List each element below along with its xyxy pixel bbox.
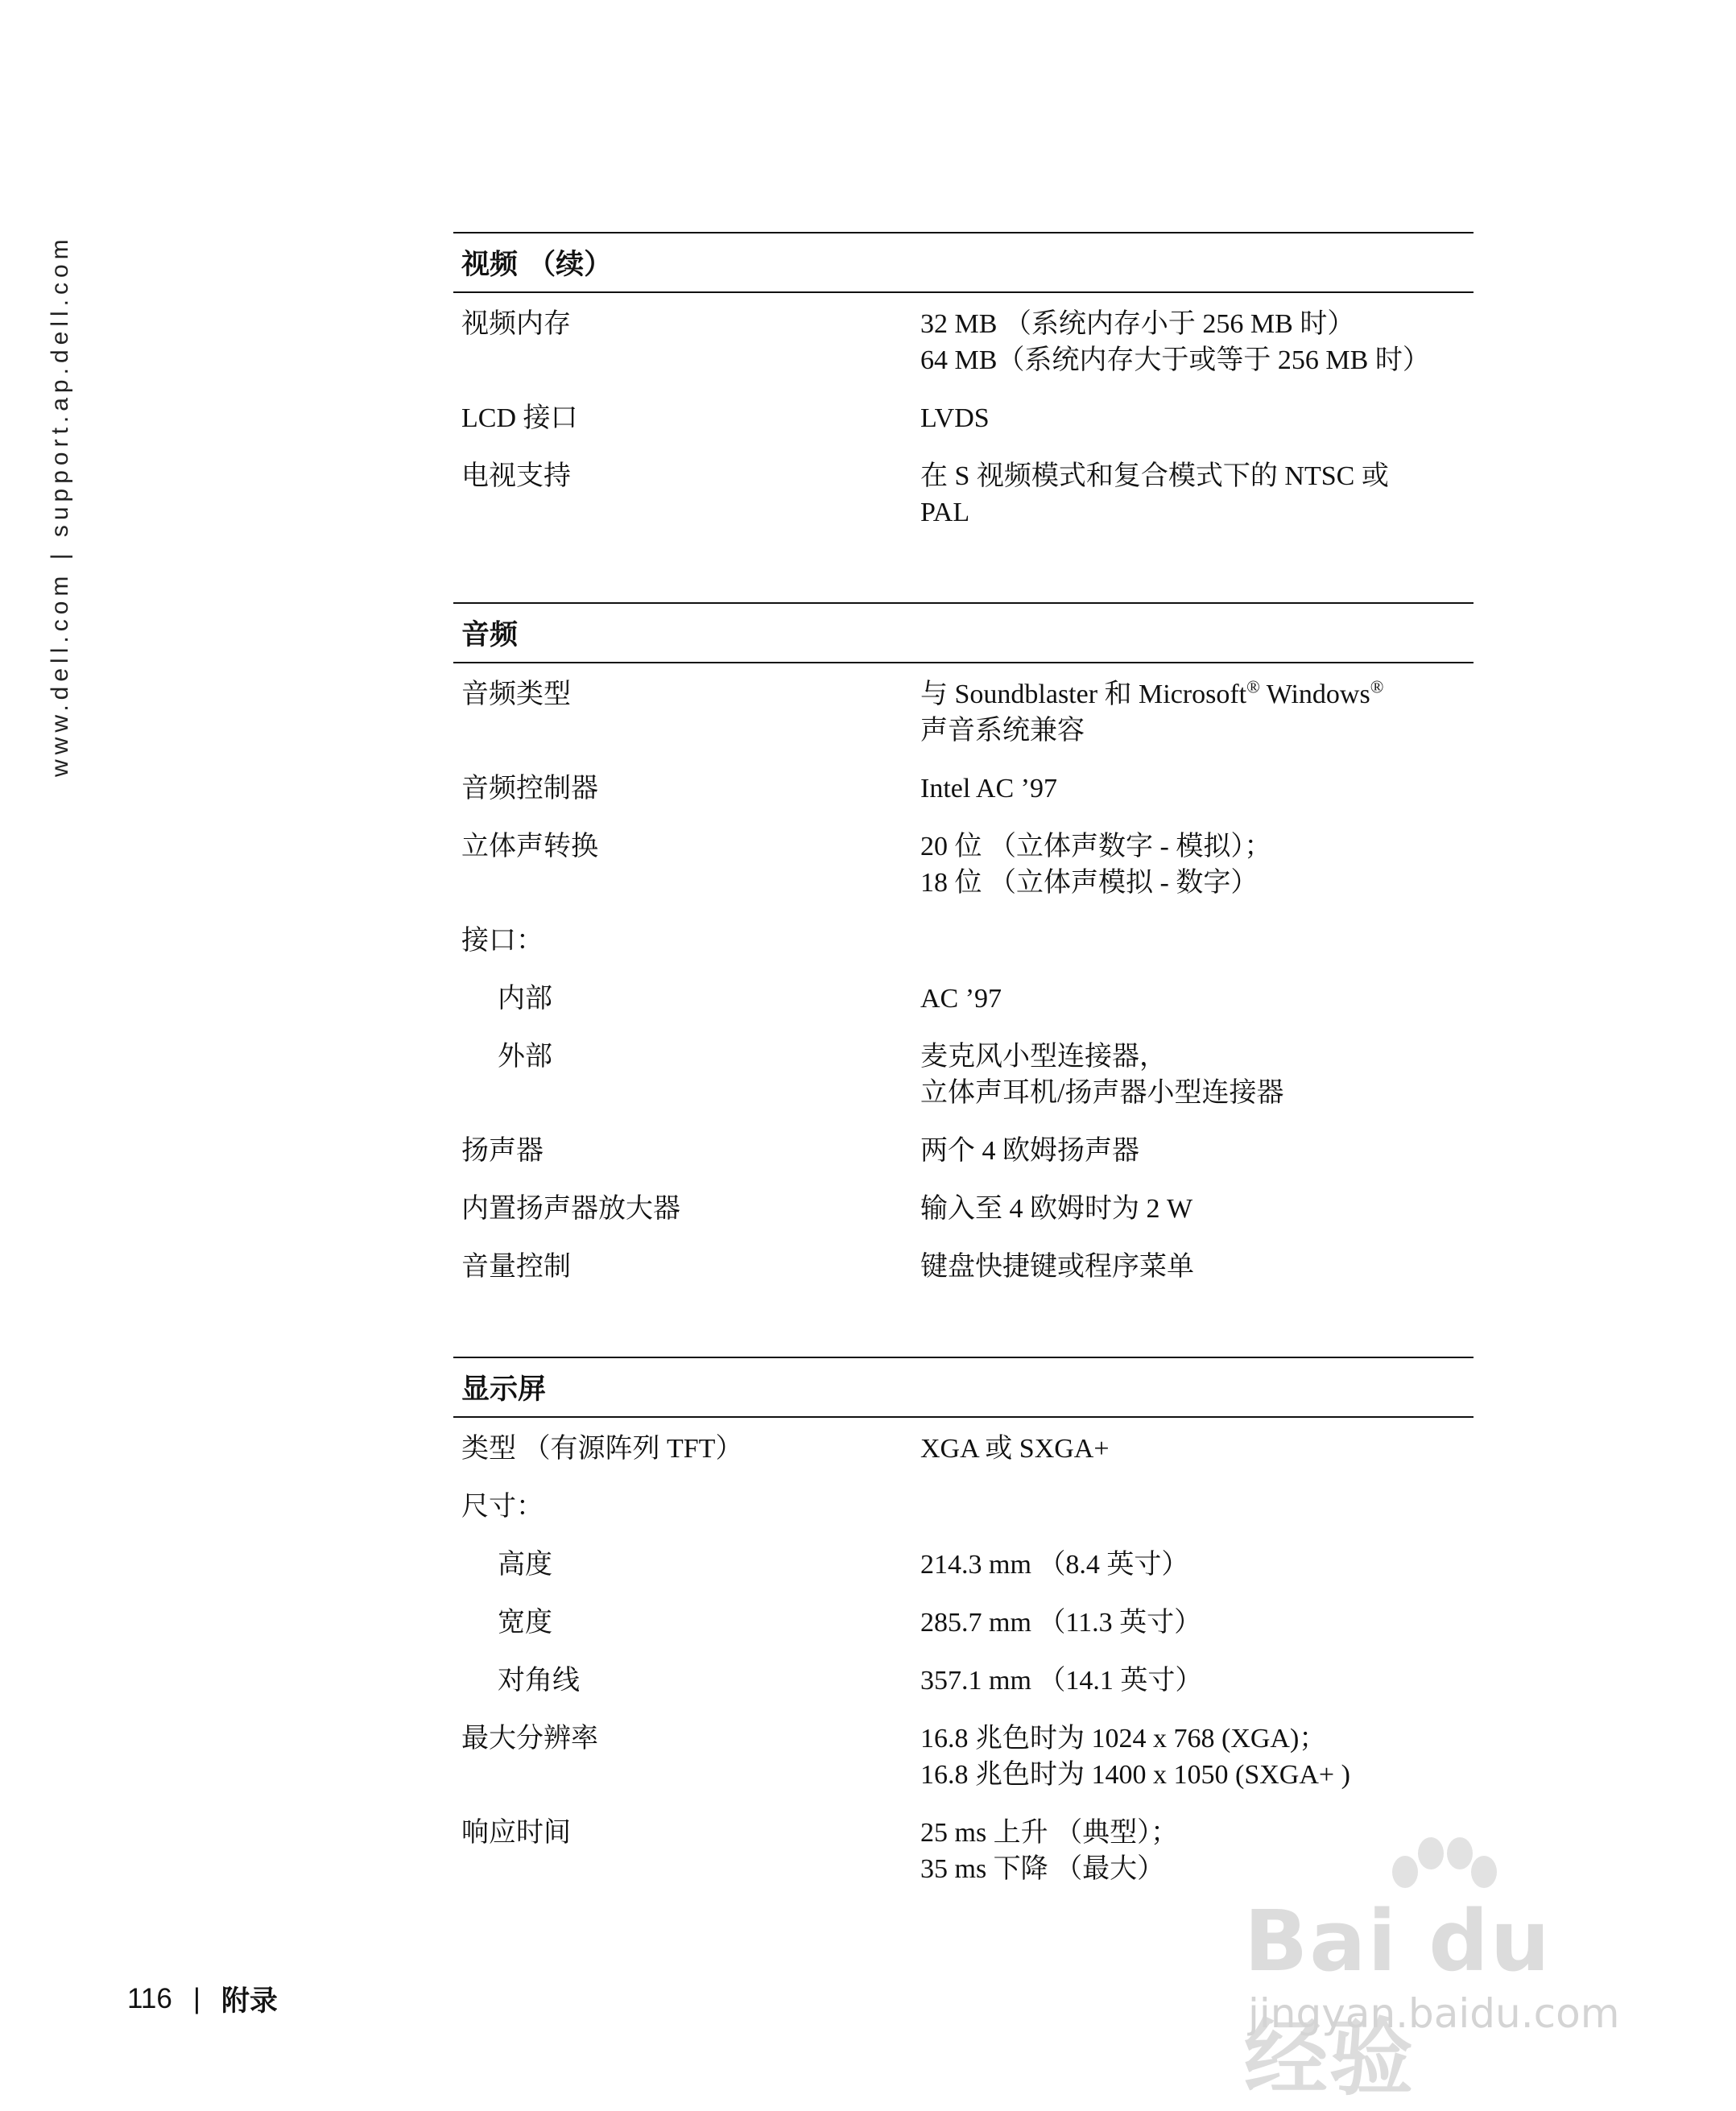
- footer-section: 附录: [221, 1985, 278, 2017]
- page-number: 116: [127, 1983, 172, 2014]
- spec-section: [453, 1357, 1474, 1915]
- section-rows: [453, 663, 1474, 1313]
- spec-value-line: 在 S 视频模式和复合模式下的 NTSC 或: [920, 461, 1389, 491]
- spec-section: [453, 232, 1474, 559]
- spec-row: [453, 1663, 1474, 1699]
- spec-value-line: 64 MB（系统内存大于或等于 256 MB 时）: [920, 345, 1430, 375]
- spec-row: [453, 306, 1474, 378]
- spec-value-line: 输入至 4 欧姆时为 2 W: [920, 1194, 1193, 1224]
- spec-row: [453, 1489, 1474, 1525]
- spec-value-line: 两个 4 欧姆扬声器: [920, 1136, 1139, 1166]
- spec-value: [920, 1663, 1474, 1699]
- spec-value: [920, 1133, 1474, 1169]
- spec-label: 响应时间: [461, 1818, 571, 1848]
- spec-row: [453, 1547, 1474, 1583]
- spec-value-line: 声音系统兼容: [920, 716, 1085, 746]
- spec-label: 最大分辨率: [461, 1724, 598, 1754]
- spec-label: 类型 （有源阵列 TFT）: [461, 1434, 743, 1464]
- spec-label: 音频控制器: [461, 774, 598, 804]
- spec-row: [453, 770, 1474, 807]
- spec-value: [920, 306, 1474, 378]
- spec-table: [453, 232, 1474, 1915]
- spec-section: [453, 602, 1474, 1313]
- spec-value: [920, 1605, 1474, 1641]
- spec-value: [920, 1431, 1474, 1467]
- spec-row: [453, 1133, 1474, 1169]
- page-footer: [127, 1979, 278, 2019]
- spec-value: [920, 1039, 1474, 1111]
- spec-label: 尺寸：: [461, 1492, 544, 1522]
- spec-value: [920, 1721, 1474, 1793]
- spec-value-line: 16.8 兆色时为 1024 x 768 (XGA)；: [920, 1724, 1327, 1754]
- spec-row: [453, 400, 1474, 436]
- spec-value-line: 20 位 （立体声数字 - 模拟）；: [920, 832, 1272, 861]
- section-gap: [453, 1313, 1474, 1357]
- spec-row: [453, 981, 1474, 1017]
- spec-row: [453, 676, 1474, 749]
- spec-row: [453, 458, 1474, 531]
- spec-value: [920, 458, 1474, 531]
- spec-label: 电视支持: [461, 461, 571, 491]
- spec-value-line: 35 ms 下降 （最大）: [920, 1854, 1165, 1884]
- spec-value-line: 357.1 mm （14.1 英寸）: [920, 1666, 1203, 1696]
- watermark-brand: Bai du 经验: [1244, 1892, 1552, 2107]
- spec-row: [453, 1039, 1474, 1111]
- spec-label: 音量控制: [461, 1252, 571, 1282]
- spec-value: [920, 923, 1474, 959]
- section-gap: [453, 559, 1474, 602]
- footer-separator: |: [192, 1983, 200, 2014]
- spec-value-line: Intel AC ’97: [920, 774, 1057, 804]
- spec-value-line: 32 MB （系统内存小于 256 MB 时）: [920, 309, 1355, 339]
- spec-value-line: 18 位 （立体声模拟 - 数字）: [920, 868, 1259, 898]
- spec-label: 立体声转换: [461, 832, 598, 861]
- spec-value: [920, 770, 1474, 807]
- spec-row: [453, 1721, 1474, 1793]
- spec-label: 宽度: [498, 1608, 552, 1638]
- spec-value-line: PAL: [920, 498, 970, 527]
- section-heading: 显示屏: [453, 1357, 1474, 1418]
- spec-value: [920, 828, 1474, 901]
- spec-value-line: 与 Soundblaster 和 Microsoft® Windows®: [920, 676, 1384, 709]
- spec-label: 内置扬声器放大器: [461, 1194, 680, 1224]
- section-heading: 视频 （续）: [453, 232, 1474, 293]
- spec-row: [453, 828, 1474, 901]
- spec-label: 视频内存: [461, 309, 571, 339]
- spec-label: 接口：: [461, 926, 544, 956]
- spec-value: [920, 1191, 1474, 1227]
- spec-value: [920, 676, 1474, 749]
- spec-label: 内部: [498, 984, 552, 1014]
- spec-label: 外部: [498, 1042, 552, 1072]
- spec-value: [920, 1489, 1474, 1525]
- spec-value-line: 立体声耳机/扬声器小型连接器: [920, 1078, 1284, 1108]
- spec-value-line: AC ’97: [920, 984, 1002, 1014]
- section-heading: 音频: [453, 602, 1474, 663]
- spec-value-line: 25 ms 上升 （典型）；: [920, 1818, 1179, 1848]
- spec-row: [453, 1191, 1474, 1227]
- spec-label: 对角线: [498, 1666, 580, 1696]
- spec-value-line: LVDS: [920, 403, 990, 433]
- spec-label: LCD 接口: [461, 403, 578, 433]
- spec-value-line: XGA 或 SXGA+: [920, 1434, 1110, 1464]
- baidu-watermark: [1244, 1836, 1663, 2107]
- spec-value-line: 214.3 mm （8.4 英寸）: [920, 1550, 1189, 1580]
- spec-label: 扬声器: [461, 1136, 544, 1166]
- spec-label: 音频类型: [461, 680, 571, 709]
- spec-value: [920, 981, 1474, 1017]
- spec-value: [920, 1547, 1474, 1583]
- watermark-url: jingyan.baidu.com: [1248, 1990, 1620, 2037]
- spec-row: [453, 1605, 1474, 1641]
- spec-value-line: 285.7 mm （11.3 英寸）: [920, 1608, 1202, 1638]
- spec-row: [453, 1249, 1474, 1285]
- spec-value: [920, 400, 1474, 436]
- spec-row: [453, 923, 1474, 959]
- spec-value-line: 麦克风小型连接器，: [920, 1042, 1167, 1072]
- spec-row: [453, 1431, 1474, 1467]
- section-rows: [453, 293, 1474, 559]
- spec-value: [920, 1249, 1474, 1285]
- spec-value-line: 16.8 兆色时为 1400 x 1050 (SXGA+ ): [920, 1760, 1350, 1790]
- spec-label: 高度: [498, 1550, 552, 1580]
- side-url: www.dell.com | support.ap.dell.com: [47, 234, 73, 777]
- spec-value-line: 键盘快捷键或程序菜单: [920, 1252, 1194, 1282]
